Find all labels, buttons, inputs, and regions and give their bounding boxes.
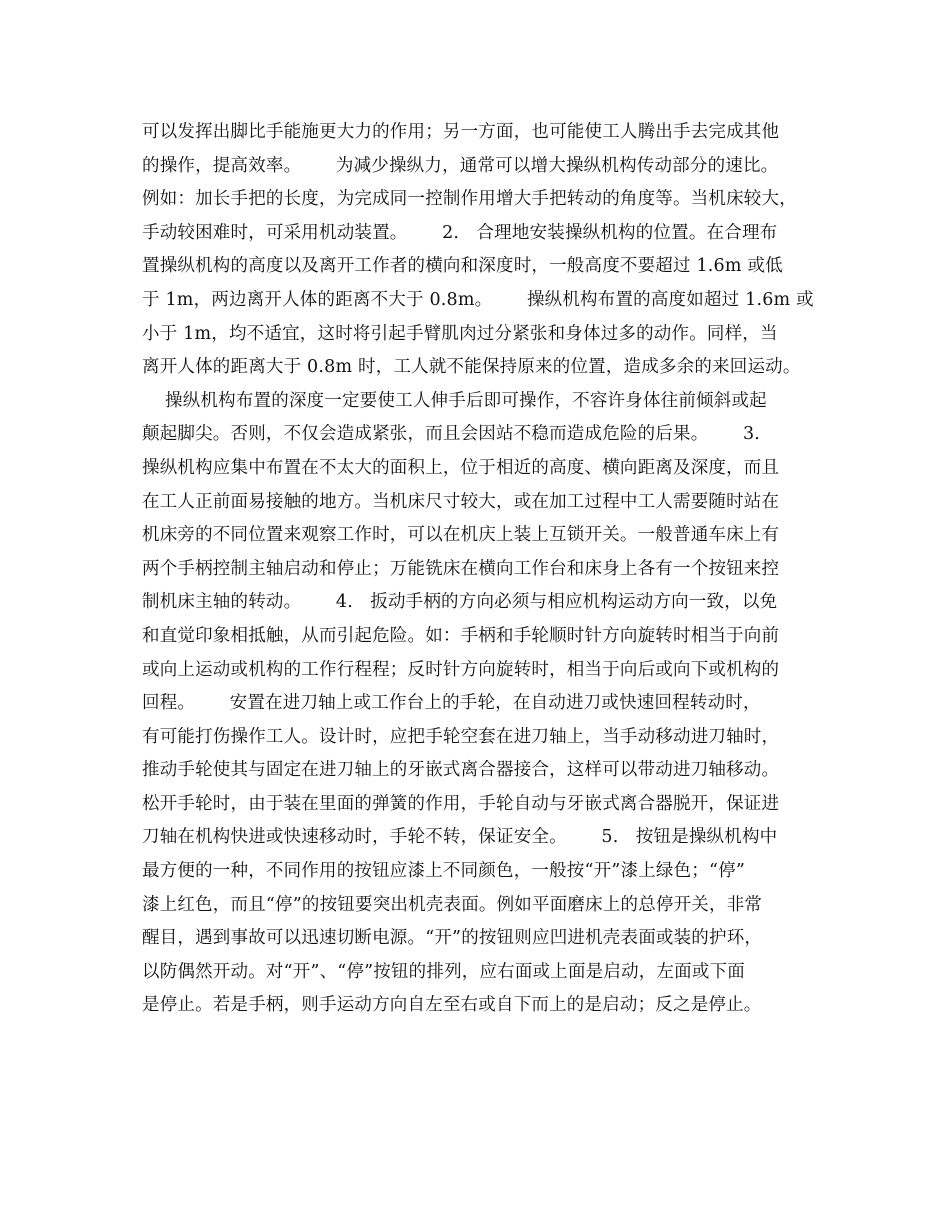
- text-line: 刀轴在机构快进或快速移动时，手轮不转，保证安全。 5. 按钮是操纵机构中: [142, 827, 778, 848]
- text-line: 机床旁的不同位置来观察工作时，可以在机庆上装上互锁开关。一般普通车床上有: [142, 525, 780, 546]
- text-line: 操纵机构应集中布置在不太大的面积上，位于相近的高度、横向距离及深度，而且: [142, 457, 780, 478]
- body-text: [142, 116, 832, 1023]
- text-line: 有可能打伤操作工人。设计时，应把手轮空套在进刀轴上，当手动移动进刀轴时，: [142, 726, 780, 747]
- text-line: 手动较困难时，可采用机动装置。 2. 合理地安装操纵机构的位置。在合理布: [142, 222, 778, 243]
- text-line: 和直觉印象相抵触，从而引起危险。如：手柄和手轮顺时针方向旋转时相当于向前: [142, 625, 780, 646]
- text-line: 漆上红色，而且“停”的按钮要突出机壳表面。例如平面磨床上的总停开关，非常: [142, 894, 763, 915]
- text-line: 醒目，遇到事故可以迅速切断电源。“开”的按钮则应凹进机壳表面或装的护环，: [142, 928, 763, 949]
- text-line: 制机床主轴的转动。 4. 扳动手柄的方向必须与相应机构运动方向一致，以免: [142, 592, 778, 613]
- text-line: 松开手轮时，由于装在里面的弹簧的作用，手轮自动与牙嵌式离合器脱开，保证进: [142, 793, 780, 814]
- text-line: 推动手轮使其与固定在进刀轴上的牙嵌式离合器接合，这样可以带动进刀轴移动。: [142, 760, 780, 781]
- text-line: 小于 1m，均不适宜，这时将引起手臂肌肉过分紧张和身体过多的动作。同样，当: [142, 323, 778, 344]
- text-line: 颠起脚尖。否则，不仅会造成紧张，而且会因站不稳而造成危险的后果。 3.: [142, 424, 761, 445]
- text-line: 离开人体的距离大于 0.8m 时，工人就不能保持原来的位置，造成多余的来回运动。: [142, 357, 801, 378]
- text-line: 或向上运动或机构的工作行程程；反时针方向旋转时，相当于向后或向下或机构的: [142, 659, 780, 680]
- text-line: 于 1m，两边离开人体的距离不大于 0.8m。 操纵机构布置的高度如超过 1.6m 或: [142, 289, 814, 310]
- text-line: 以防偶然开动。对“开”、“停”按钮的排列，应右面或上面是启动，左面或下面: [142, 961, 745, 982]
- text-line: 在工人正前面易接触的地方。当机床尺寸较大，或在加工过程中工人需要随时站在: [142, 491, 780, 512]
- text-line: 是停止。若是手柄，则手运动方向自左至右或自下而上的是启动；反之是停止。: [142, 995, 762, 1016]
- text-line: 置操纵机构的高度以及离开工作者的横向和深度时，一般高度不要超过 1.6m 或低: [142, 256, 783, 277]
- text-line: 可以发挥出脚比手能施更大力的作用；另一方面，也可能使工人腾出手去完成其他: [142, 122, 780, 142]
- text-line: 最方便的一种，不同作用的按钮应漆上不同颜色，一般按“开”漆上绿色；“停”: [142, 861, 745, 882]
- text-line: 操纵机构布置的深度一定要使工人伸手后即可操作，不容许身体往前倾斜或起: [142, 390, 767, 411]
- text-line: 的操作，提高效率。 为减少操纵力，通常可以增大操纵机构传动部分的速比。: [142, 155, 779, 176]
- text-line: 两个手柄控制主轴启动和停止；万能铣床在横向工作台和床身上各有一个按钮来控: [142, 558, 780, 579]
- text-line: 回程。 安置在进刀轴上或工作台上的手轮，在自动进刀或快速回程转动时，: [142, 693, 761, 714]
- text-line: 例如：加长手把的长度，为完成同一控制作用增大手把转动的角度等。当机床较大，: [142, 189, 797, 210]
